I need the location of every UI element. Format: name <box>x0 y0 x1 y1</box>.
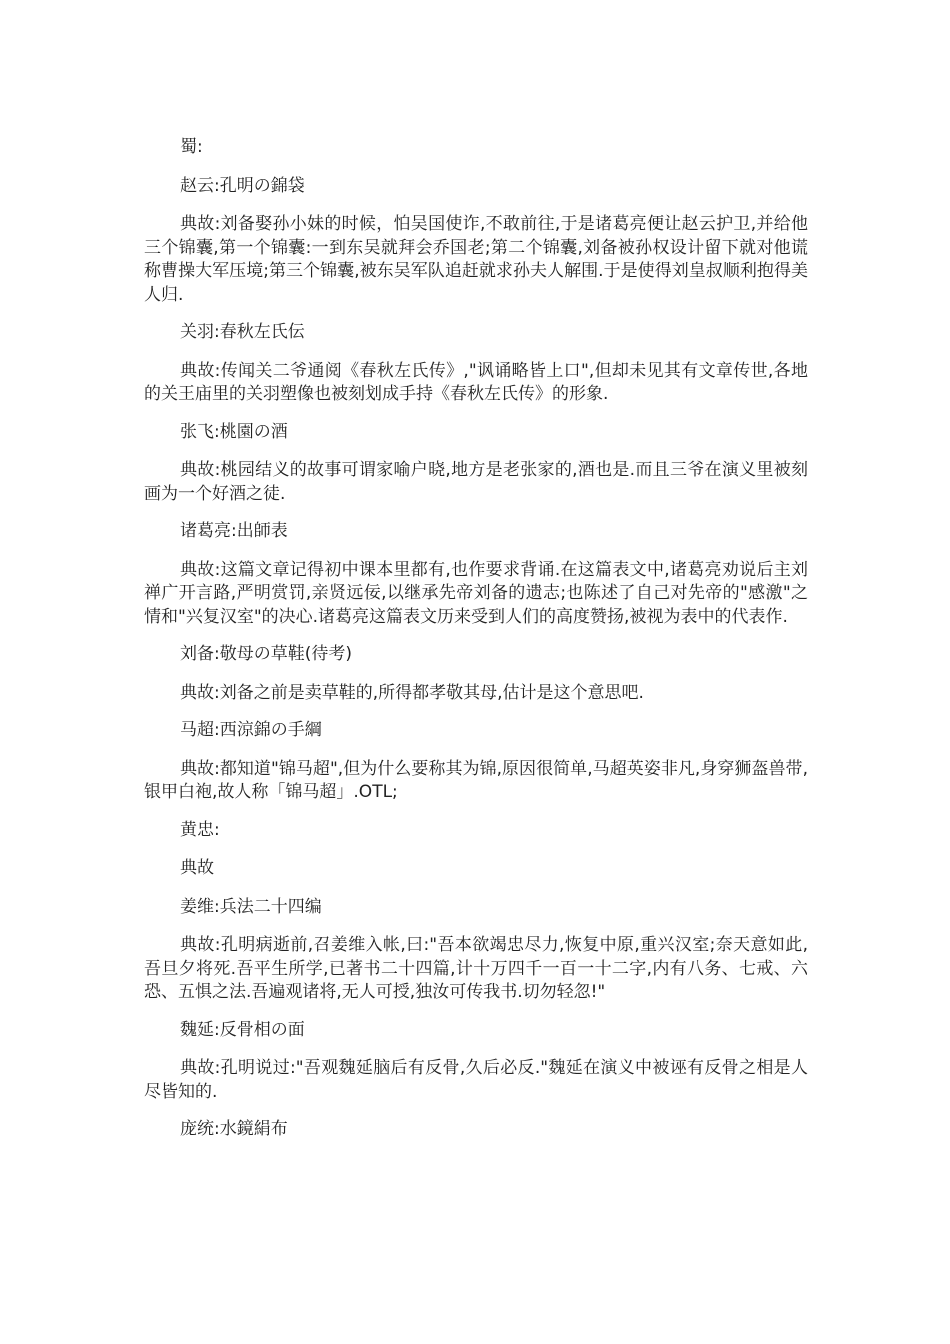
item-story-liubei: 典故:刘备之前是卖草鞋的,所得都孝敬其母,估计是这个意思吧. <box>180 682 644 703</box>
item-heading-huangzhong: 黄忠: <box>180 819 220 840</box>
document-page <box>144 136 808 1157</box>
item-story-jiangwei: 典故:孔明病逝前,召姜维入帐,曰:"吾本欲竭忠尽力,恢复中原,重兴汉室;奈天意如此,吾旦夕将死.吾平生所学,已著书二十四篇,计十万四千一百一十二字,内有八务、七戒、六恐、五惧之法.吾遍观诸将,无人可授,独汝可传我书.切勿轻忽!" <box>144 935 808 1002</box>
item-heading-zhugeliang: 诸葛亮:出師表 <box>180 521 288 541</box>
item-heading-pangtong: 庞统:水鏡絹布 <box>180 1119 288 1139</box>
item-story-machao: 典故:都知道"锦马超",但为什么要称其为锦,原因很简单,马超英姿非凡,身穿狮盔兽带,银甲白袍,故人称「锦马超」.OTL; <box>144 758 808 802</box>
item-heading-jiangwei: 姜维:兵法二十四编 <box>180 896 322 917</box>
item-story-guanyu: 典故:传闻关二爷通阅《春秋左氏传》,"讽诵略皆上口",但却未见其有文章传世,各地的关王庙里的关羽塑像也被刻划成手持《春秋左氏传》的形象. <box>144 360 808 404</box>
item-heading-guanyu: 关羽:春秋左氏伝 <box>180 322 305 342</box>
item-story-weiyan: 典故:孔明说过:"吾观魏延脑后有反骨,久后必反."魏延在演义中被诬有反骨之相是人尽皆知的. <box>144 1058 808 1102</box>
item-story-zhangfei: 典故:桃园结义的故事可谓家喻户晓,地方是老张家的,酒也是.而且三爷在演义里被刻画为一个好酒之徒. <box>144 460 808 504</box>
item-heading-zhangfei: 张飞:桃園の酒 <box>180 421 288 442</box>
item-heading-weiyan: 魏延:反骨相の面 <box>180 1019 305 1040</box>
item-story-huangzhong: 典故 <box>180 858 214 878</box>
item-heading-machao: 马超:西涼錦の手綱 <box>180 720 322 740</box>
item-story-zhaoyun: 典故:刘备娶孙小妹的时候，怕吴国使诈,不敢前往,于是诸葛亮便让赵云护卫,并给他三个锦囊,第一个锦囊:一到东吴就拜会乔国老;第二个锦囊,刘备被孙权设计留下就对他谎称曹操大军压境;第三个锦囊,被东吴军队追赶就求孙夫人解围.于是使得刘皇叔顺利抱得美人归. <box>144 214 808 305</box>
item-heading-zhaoyun: 赵云:孔明の錦袋 <box>180 175 305 196</box>
item-heading-liubei: 刘备:敬母の草鞋(待考) <box>180 644 352 664</box>
item-story-zhugeliang: 典故:这篇文章记得初中课本里都有,也作要求背诵.在这篇表文中,诸葛亮劝说后主刘禅广开言路,严明赏罚,亲贤远佞,以继承先帝刘备的遗志;也陈述了自己对先帝的"感激"之情和"兴复汉室"的决心.诸葛亮这篇表文历来受到人们的高度赞扬,被视为表中的代表作. <box>144 559 808 627</box>
section-title: 蜀: <box>180 137 203 157</box>
